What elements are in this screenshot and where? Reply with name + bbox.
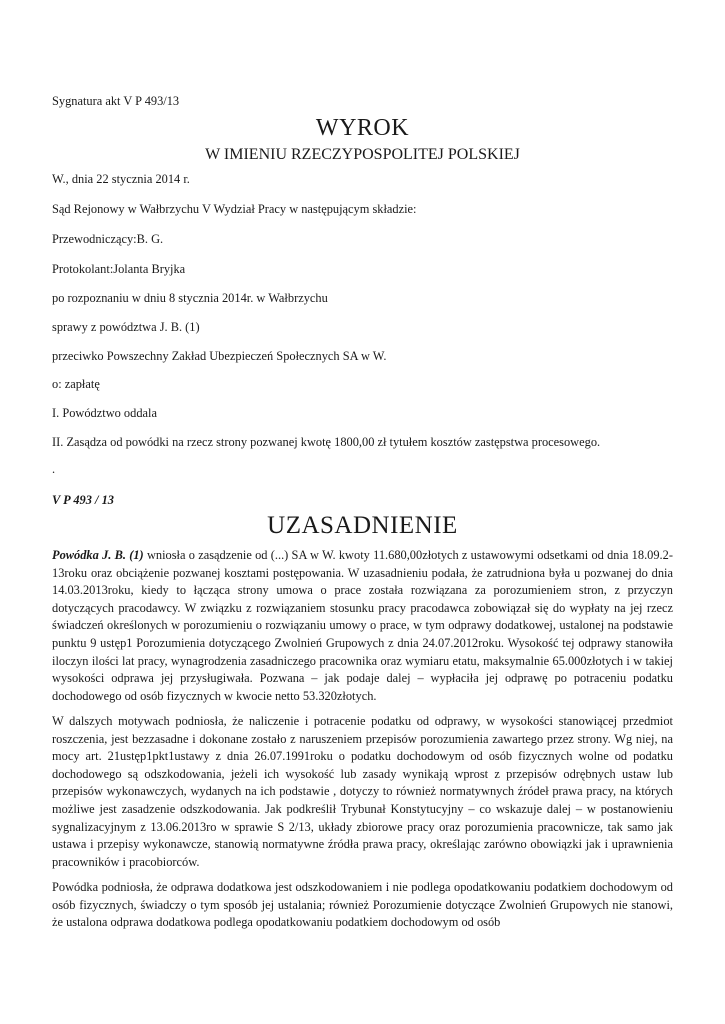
against-line: przeciwko Powszechny Zakład Ubezpieczeń Społecznych SA w W.	[52, 349, 387, 363]
justification-paragraph-2: W dalszych motywach podniosła, że naliczenie i potracenie podatku od odprawy, w wysokości stanowiącej przedmiot roszczenia, jest bezzasadne i dokonane zostało z naruszeniem przepisów porozumienia zawartego przez strony. Wg niej, na mocy art. 21ustęp1pkt1ustawy z dnia 26.07.1991roku o podatku dochodowym od osób fizycznych wolne od podatku dochodowego są odszkodowania, jeżeli ich wysokość lub zasady wynikają wprost z przepisów odrębnych ustaw lub przepisów wykonawczych, wydanych na ich podstawie , dotyczy to również normatywnych źródeł prawa pracy, na których możliwe jest zasadzenie odszkodowania. Jak podkreślił Trybunał Konstytucyjny – co wskazuje dalej – w postanowieniu sygnalizacyjnym z 13.06.2013ro w sprawie S 2/13, układy zbiorowe pracy oraz porozumienia pracownicze, tak samo jak ustawa i przepisy wykonawcze, stanowią normatywne źródła prawa pracy, określając zarówno obowiązki jak i uprawnienia pracowników i pracobiorców.	[52, 714, 673, 869]
chair-line: Przewodniczący:B. G.	[52, 232, 164, 246]
justification-paragraph-3: Powódka podniosła, że odprawa dodatkowa jest odszkodowaniem i nie podlega opodatkowaniu podatkiem dochodowym od osób fizycznych, świadczy o tym sposób jej ustalania; również Porozumienie dotyczące Zwolnień Grupowych nie stanowi, że ustalona odprawa dodatkowa podlega opodatkowaniu podatkiem dochodowym od osób	[52, 880, 673, 930]
verdict-subtitle: W IMIENIU RZECZYPOSPOLITEJ POLSKIEJ	[205, 146, 520, 163]
justification-case-ref: V P 493 / 13	[52, 493, 114, 507]
justification-paragraph-1	[52, 547, 673, 705]
court-line: Sąd Rejonowy w Wałbrzychu V Wydział Pracy w następującym składzie:	[52, 202, 417, 216]
paragraph-1-text: wniosła o zasądzenie od (...) SA w W. kwoty 11.680,00złotych z ustawowymi odsetkami od dnia 18.09.2-13roku oraz obciążenie pozwanej kosztami postępowania. W uzasadnieniu podała, że zatrudniona była u pozwanej do dnia 14.03.2013roku, kiedy to łącząca strony umowa o prace została rozwiązana za porozumieniem stron, z przyczyn dotyczących pracodawcy. W związku z rozwiązaniem stosunku pracy pracodawca zobowiązał się do wypłaty na jej rzecz świadczeń określonych w porozumieniu o rozwiązaniu umowy o prace, w tym odprawy dodatkowej, ustalonej na podstawie punktu 9 ustęp1 Porozumienia dotyczącego Zwolnień Grupowych z dnia 24.07.2012roku. Wysokość tej odprawy stanowiła iloczyn ilości lat pracy, wynagrodzenia zasadniczego pracownika oraz wymiaru etatu, maksymalnie 65.000złotych i w takiej wysokości odprawa jej przysługiwała. Pozwana – jak podaje dalej – wypłaciła jej odprawę po potraceniu podatku dochodowego od osób fizycznych w kwocie netto 53.320złotych.	[52, 548, 673, 703]
case-from-line: sprawy z powództwa J. B. (1)	[52, 320, 200, 334]
clerk-line: Protokolant:Jolanta Bryjka	[52, 262, 186, 276]
hearing-line: po rozpoznaniu w dniu 8 stycznia 2014r. w Wałbrzychu	[52, 291, 328, 305]
separator-dot: .	[52, 462, 56, 476]
date-place: W., dnia 22 stycznia 2014 r.	[52, 172, 190, 186]
subject-line: o: zapłatę	[52, 377, 100, 391]
verdict-point-2: II. Zasądza od powódki na rzecz strony pozwanej kwotę 1800,00 zł tytułem kosztów zastępstwa procesowego.	[52, 435, 601, 449]
plaintiff-name: Powódka J. B. (1)	[52, 548, 144, 562]
case-signature: Sygnatura akt V P 493/13	[52, 94, 180, 108]
verdict-title: WYROK	[315, 115, 410, 141]
justification-title: UZASADNIENIE	[267, 512, 458, 539]
verdict-point-1: I. Powództwo oddala	[52, 406, 157, 420]
